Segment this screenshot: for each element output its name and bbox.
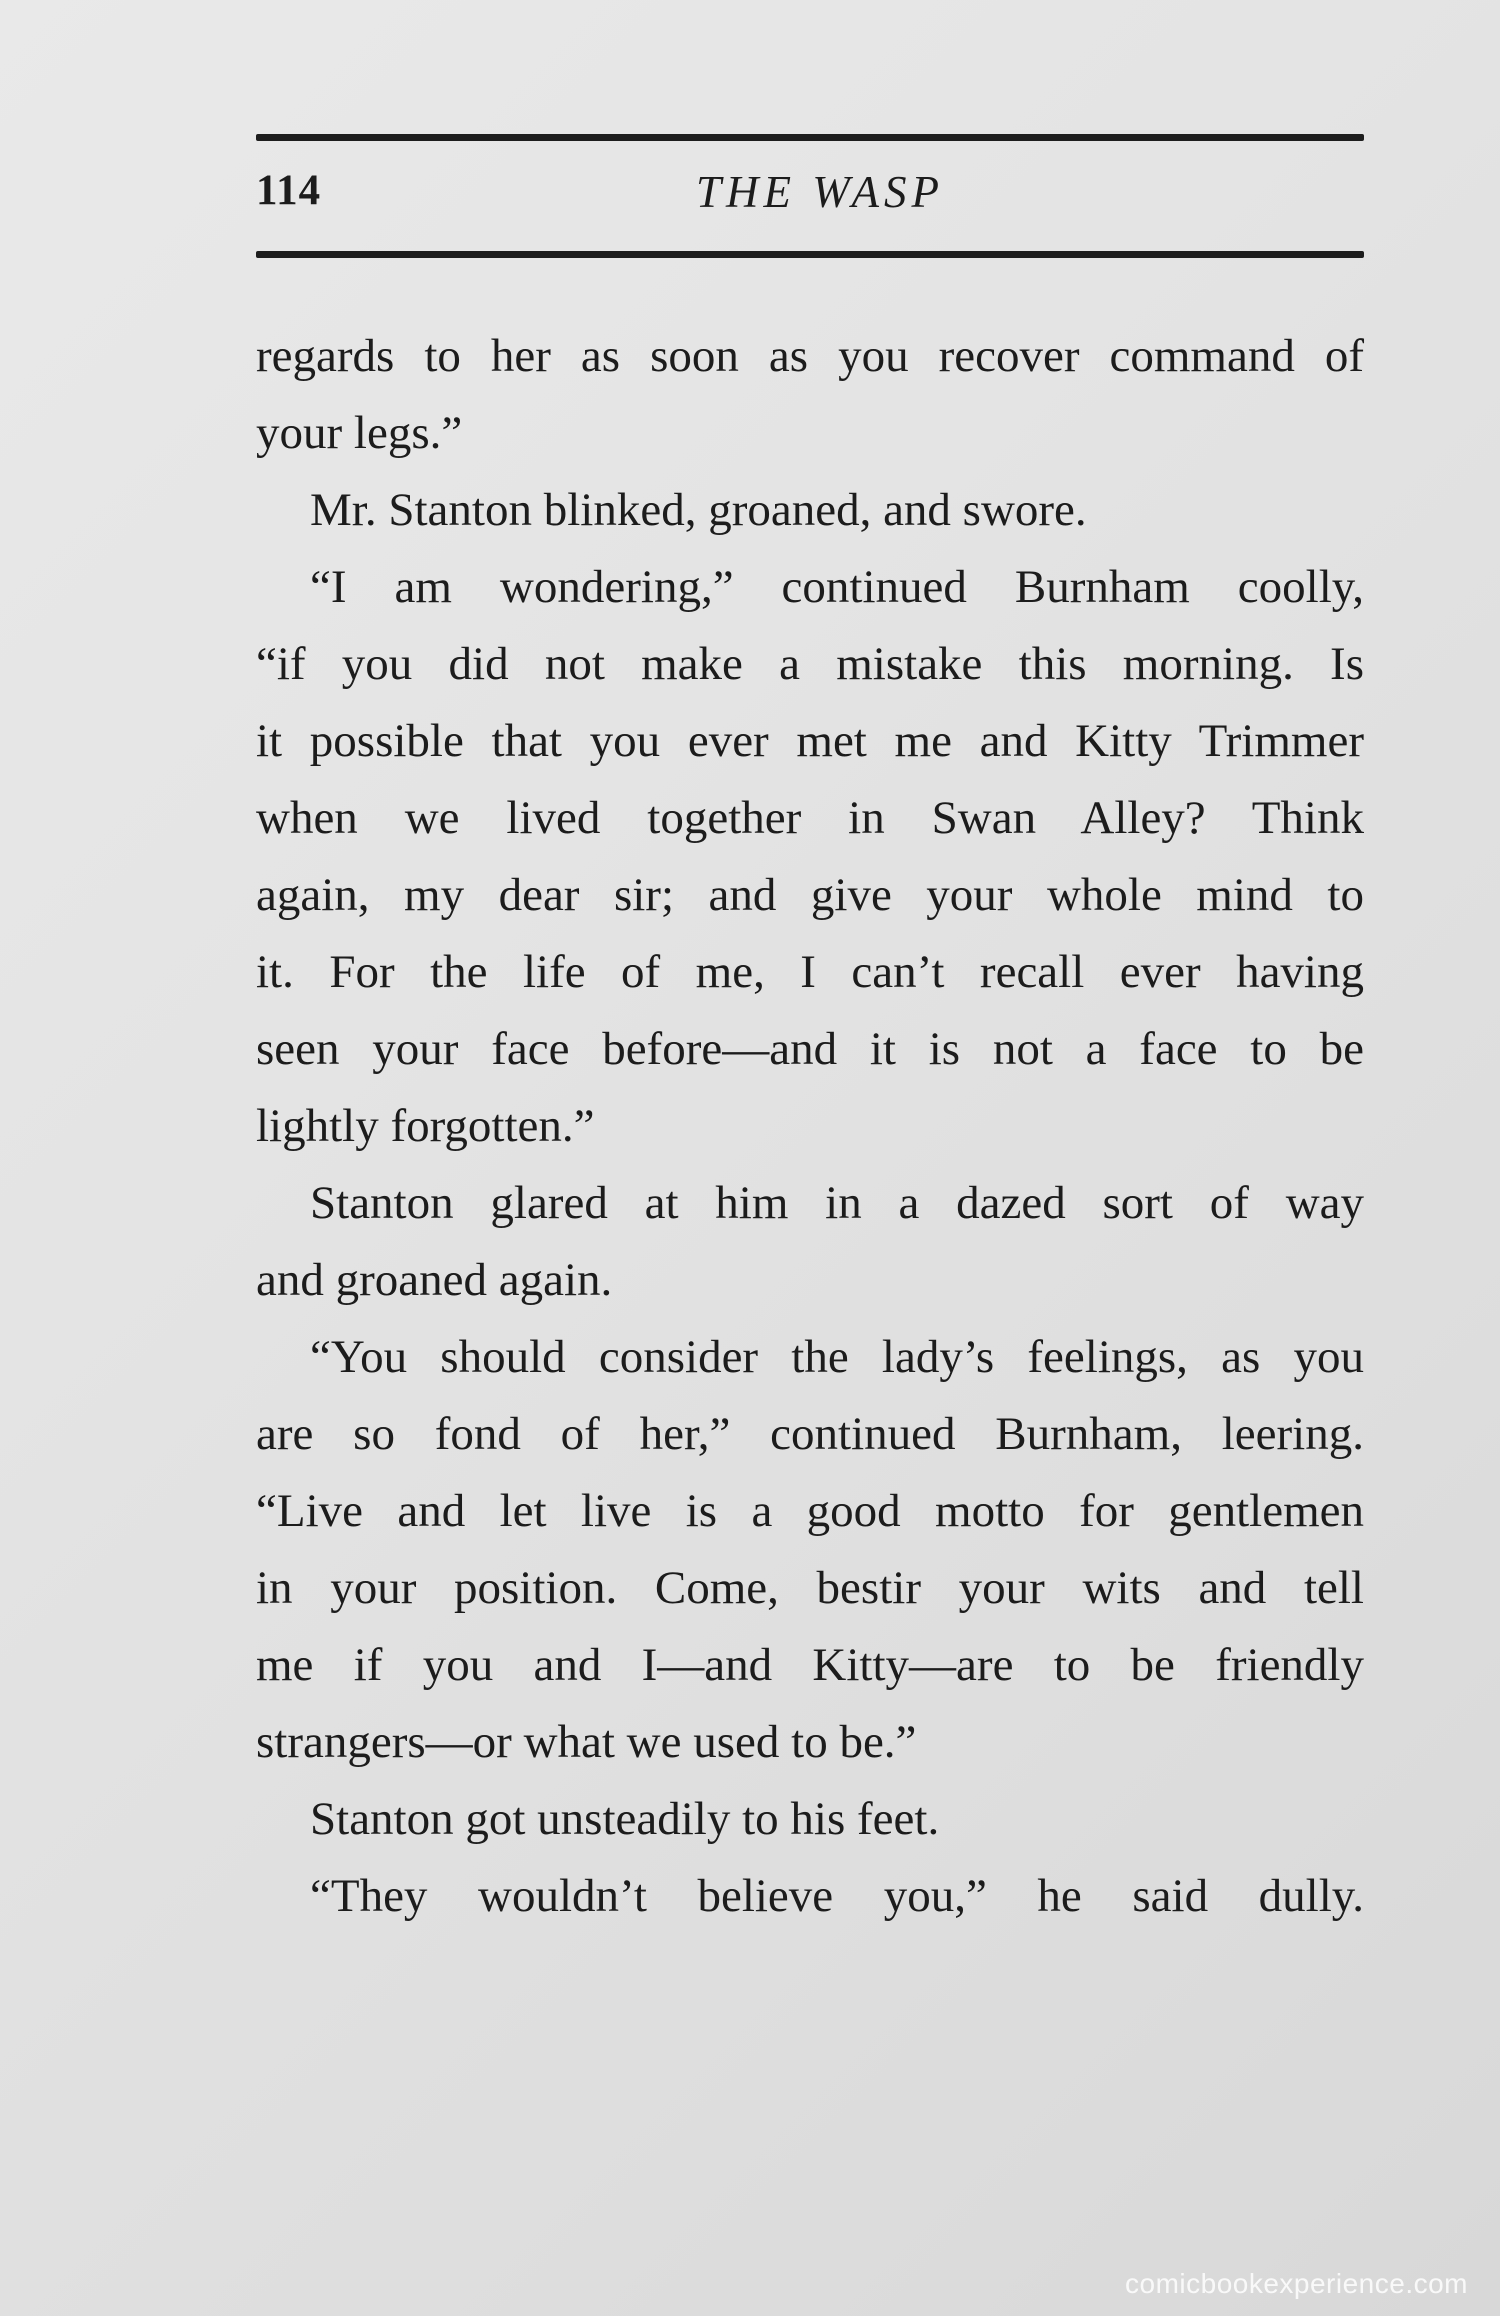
text-line: “if you did not make a mistake this morning. Is	[256, 638, 1364, 690]
text-line: in your position. Come, bestir your wits and tell	[256, 1562, 1364, 1614]
body-text	[256, 318, 1364, 1935]
text-line: again, my dear sir; and give your whole mind to	[256, 869, 1364, 921]
text-line: Mr. Stanton blinked, groaned, and swore.	[310, 484, 1087, 536]
text-line: seen your face before—and it is not a face to be	[256, 1023, 1364, 1075]
text-line: your legs.”	[256, 407, 463, 459]
text-line: when we lived together in Swan Alley? Think	[256, 792, 1364, 844]
text-line: Stanton got unsteadily to his feet.	[310, 1793, 940, 1845]
text-line: “I am wondering,” continued Burnham coolly,	[310, 561, 1364, 613]
header-rule-bottom	[256, 251, 1364, 258]
text-line: lightly forgotten.”	[256, 1100, 595, 1152]
watermark: comicbookexperience.com	[1125, 2268, 1468, 2299]
text-line: strangers—or what we used to be.”	[256, 1716, 917, 1768]
text-line: “You should consider the lady’s feelings, as you	[310, 1331, 1364, 1383]
text-line: “They wouldn’t believe you,” he said dully.	[310, 1870, 1364, 1922]
page-number: 114	[256, 167, 322, 214]
text-line: regards to her as soon as you recover command of	[256, 330, 1364, 382]
text-line: it. For the life of me, I can’t recall ever having	[256, 946, 1364, 998]
text-line: Stanton glared at him in a dazed sort of way	[310, 1177, 1364, 1229]
text-line: and groaned again.	[256, 1254, 613, 1306]
text-line: “Live and let live is a good motto for gentlemen	[256, 1485, 1364, 1537]
running-header	[256, 166, 1364, 236]
text-line: it possible that you ever met me and Kitty Trimmer	[256, 715, 1364, 767]
text-line: are so fond of her,” continued Burnham, leering.	[256, 1408, 1364, 1460]
text-line: me if you and I—and Kitty—are to be friendly	[256, 1639, 1364, 1691]
running-title: THE WASP	[695, 167, 945, 217]
header-rule-top	[256, 134, 1364, 141]
